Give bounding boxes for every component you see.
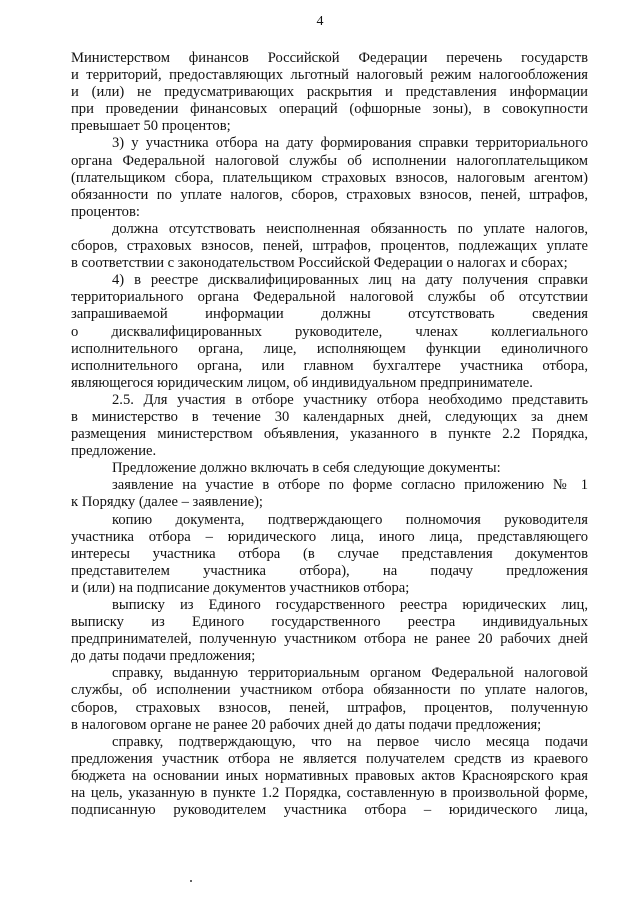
text-line: Министерством финансов Российской Федерации перечень государств [71,50,588,66]
text-line: являющегося юридическим лицом, об индивидуальном предпринимателе. [71,374,533,391]
text-line: предложения участник отбора не является получателем средств из краевого [71,750,588,767]
document-body [71,50,588,819]
text-line: и (или) на подписание документов участников отбора; [71,579,410,596]
text-line: копию документа, подтверждающего полномочия руководителя [112,511,588,528]
text-line: исполнительного органа, или главном бухгалтере участника отбора, [71,357,588,374]
text-line: выписку из Единого государственного реестра юридических лиц, [112,597,588,613]
text-line: исполнительного органа, лице, исполняющем функции единоличного [71,340,588,357]
text-line: бюджета на основании иных нормативных правовых актов Красноярского края [71,767,588,784]
text-line: процентов: [71,203,140,220]
text-line: запрашиваемой информации должны отсутствовать сведения [71,306,588,323]
text-line: (плательщиком сбора, плательщиком страховых взносов, налоговым агентом) [71,169,588,186]
text-line: и (или) не предусматривающих раскрытия и представления информации [71,84,588,101]
text-line: размещения министерством объявления, указанного в пункте 2.2 Порядка, [71,426,588,443]
text-line: 2.5. Для участия в отборе участнику отбора необходимо представить [112,391,588,408]
text-line: территориального органа Федеральной налоговой службы об отсутствии [71,289,588,306]
text-line: должна отсутствовать неисполненная обязанность по уплате налогов, [112,220,588,237]
text-line: в налоговом органе не ранее 20 рабочих дней до даты подачи предложения; [71,716,542,733]
text-line: представителем участника отбора), на подачу предложения [71,562,588,579]
text-line: справку, подтверждающую, что на первое число месяца подачи [112,733,588,750]
text-line: 4) в реестре дисквалифицированных лиц на дату получения справки [112,272,588,289]
text-line: к Порядку (далее – заявление); [71,494,263,511]
text-line: службы, об исполнении участником отбора обязанности по уплате налогов, [71,682,588,699]
text-line: справку, выданную территориальным органом Федеральной налоговой [112,665,588,682]
text-line: предпринимателей, полученную участником отбора не ранее 20 рабочих дней [71,631,588,648]
text-line: 3) у участника отбора на дату формирования справки территориального [112,135,588,152]
text-line: на цель, указанную в пункте 1.2 Порядка, составленную в произвольной форме, [71,785,588,802]
text-line: до даты подачи предложения; [71,648,256,665]
page-number: 4 [316,14,324,29]
text-line: предложение. [71,443,157,460]
text-line: подписанную руководителем участника отбора – юридического лица, [71,802,588,819]
text-line: сборов, страховых взносов, пеней, штрафов, процентов, подлежащих уплате [71,238,588,255]
text-line: обязанности по уплате налогов, сборов, страховых взносов, пеней, штрафов, [71,186,588,203]
text-line: сборов, страховых взносов, пеней, штрафов, процентов, полученную [71,699,588,716]
text-line: о дисквалифицированных руководителе, членах коллегиального [71,323,588,340]
scan-speck [190,880,192,882]
text-line: органа Федеральной налоговой службы об исполнении налогоплательщиком [71,152,588,169]
text-line: и территорий, предоставляющих льготный налоговый режим налогообложения [71,67,588,84]
text-line: выписку из Единого государственного реестра индивидуальных [71,614,588,631]
text-line: Предложение должно включать в себя следующие документы: [112,460,501,477]
text-line: участника отбора – юридического лица, иного лица, представляющего [71,528,588,545]
text-line: в министерство в течение 30 календарных дней, следующих за днем [71,408,588,425]
text-line: при проведении финансовых операций (офшорные зоны), в совокупности [71,101,588,118]
text-line: в соответствии с законодательством Российской Федерации о налогах и сборах; [71,255,568,272]
text-line: интересы участника отбора (в случае представления документов [71,545,588,562]
text-line: превышает 50 процентов; [71,118,231,135]
text-line: заявление на участие в отборе по форме согласно приложению № 1 [112,477,588,494]
